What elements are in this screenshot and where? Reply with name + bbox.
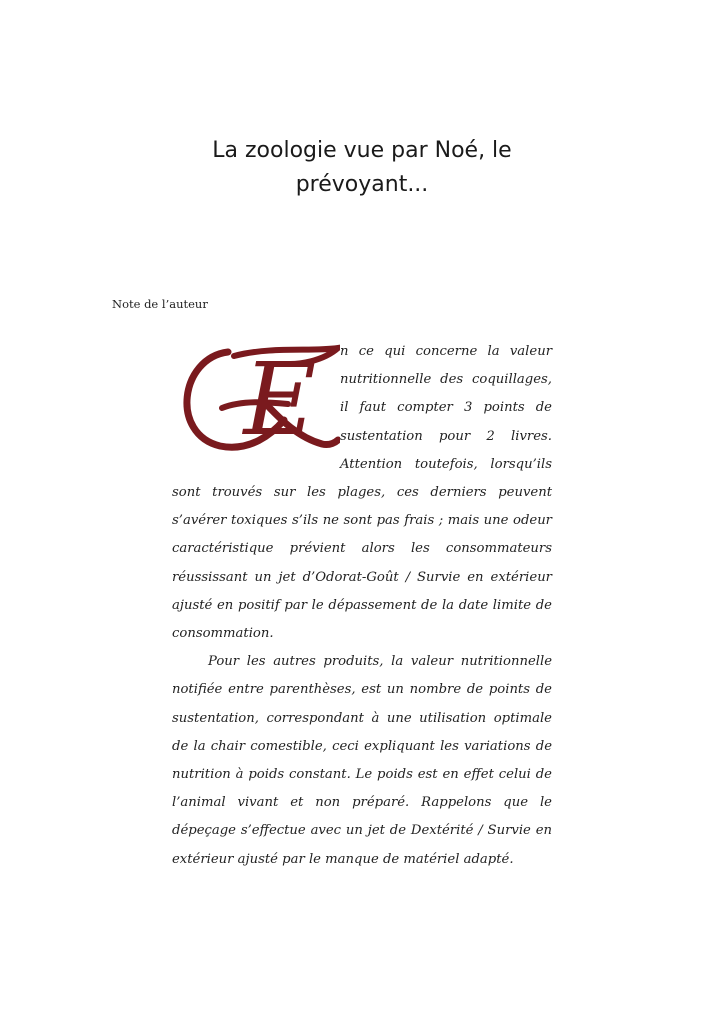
title-line-2: prévoyant... [295,172,429,197]
dropcap-initial [172,342,340,456]
paragraph-1-text: n ce qui concerne la valeur nutritionnelle des coquillages, il faut compter 3 points de sustentation pour 2 livres. Attention toutefois, lorsqu’ils sont trouvés sur les plages, ces derniers peuvent s’avérer toxiques s’ils ne sont pas frais ; mais une odeur caractéristique prévient alors les consommateurs réussissant un jet d’Odorat-Goût / Survie en extérieur ajusté en positif par le dépassement de la date limite de consommation. [172,344,552,642]
dropcap-ornament [172,342,340,454]
body-text [172,338,552,874]
paragraph-1 [172,338,552,648]
section-label: Note de l’auteur [112,297,208,311]
dropcap-letter: E [243,342,317,454]
title-line-1: La zoologie vue par Noé, le [212,138,512,163]
paragraph-2: Pour les autres produits, la valeur nutritionnelle notifiée entre parenthèses, est un nombre de points de sustentation, correspondant à une utilisation optimale de la chair comestible, ceci expliquant les variations de nutrition à poids constant. Le poids est en effet celui de l’animal vivant et non préparé. Rappelons que le dépeçage s’effectue avec un jet de Dextérité / Survie en extérieur ajusté par le manque de matériel adapté. [172,654,552,867]
page-title [0,134,724,202]
